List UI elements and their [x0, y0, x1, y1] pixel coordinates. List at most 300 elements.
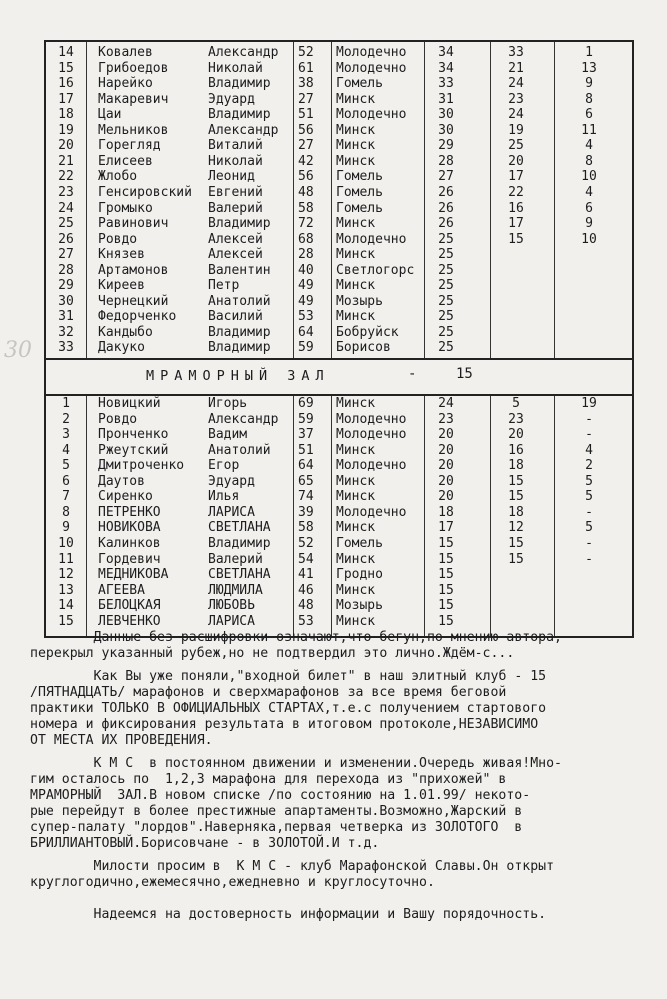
table-row: [46, 474, 632, 490]
table-row: [46, 598, 632, 614]
birth-year: 52: [298, 535, 314, 551]
birth-year: 58: [298, 520, 314, 536]
runner-surname: Артамонов: [98, 262, 169, 278]
marathon-remainder: -: [585, 551, 593, 567]
birth-year: 58: [298, 200, 314, 216]
row-number: 13: [58, 582, 74, 598]
runner-town: Минск: [336, 520, 376, 536]
runner-name: ЛЮДМИЛА: [208, 582, 263, 598]
marathon-count: 15: [438, 582, 454, 598]
marathon-count: 23: [438, 411, 454, 427]
runner-town: Молодечно: [336, 60, 407, 76]
row-number: 26: [58, 231, 74, 247]
birth-year: 42: [298, 153, 314, 169]
runner-name: Александр: [208, 45, 279, 60]
marathon-remainder: 5: [585, 489, 593, 505]
runner-surname: Жлобо: [98, 169, 138, 185]
table-row: [46, 567, 632, 583]
runner-name: Алексей: [208, 231, 263, 247]
marathon-count: 30: [438, 107, 454, 123]
table-row: [46, 154, 632, 170]
row-number: 33: [58, 340, 74, 356]
marathon-remainder: 10: [581, 231, 597, 247]
marathon-remainder: 10: [581, 169, 597, 185]
marathon-count: 15: [438, 551, 454, 567]
table-row: [46, 138, 632, 154]
birth-year: 27: [298, 138, 314, 154]
marathon-subtotal: 20: [508, 427, 524, 443]
table-row: [46, 123, 632, 139]
runner-town: Гомель: [336, 200, 383, 216]
runner-surname: Чернецкий: [98, 293, 169, 309]
birth-year: 59: [298, 411, 314, 427]
runner-surname: ЛЕВЧЕНКО: [98, 613, 161, 629]
row-number: 21: [58, 153, 74, 169]
marathon-subtotal: 23: [508, 91, 524, 107]
runner-surname: Дакуко: [98, 340, 145, 356]
margin-handwritten-mark: 30: [4, 338, 32, 363]
runner-name: Анатолий: [208, 293, 271, 309]
table-row: [46, 396, 632, 412]
runner-surname: Гордевич: [98, 551, 161, 567]
marathon-remainder: -: [585, 411, 593, 427]
runner-town: Гомель: [336, 535, 383, 551]
marathon-count: 25: [438, 278, 454, 294]
table-row: [46, 458, 632, 474]
birth-year: 56: [298, 169, 314, 185]
runner-name: СВЕТЛАНА: [208, 520, 271, 536]
runner-name: Александр: [208, 122, 279, 138]
marathon-subtotal: 15: [508, 473, 524, 489]
runner-town: Молодечно: [336, 107, 407, 123]
runner-surname: Грибоедов: [98, 60, 169, 76]
birth-year: 54: [298, 551, 314, 567]
runner-name: Николай: [208, 153, 263, 169]
runner-town: Минск: [336, 489, 376, 505]
row-number: 25: [58, 216, 74, 232]
runner-town: Мозырь: [336, 293, 383, 309]
notes-text: [30, 630, 645, 930]
runner-surname: Елисеев: [98, 153, 153, 169]
runner-name: Валерий: [208, 200, 263, 216]
table-row: [46, 247, 632, 263]
runner-town: Минск: [336, 153, 376, 169]
runner-surname: МЕДНИКОВА: [98, 567, 169, 583]
marathon-remainder: 5: [585, 520, 593, 536]
birth-year: 72: [298, 216, 314, 232]
section-title: МРАМОРНЫЙ ЗАЛ: [146, 368, 330, 384]
marathon-remainder: 9: [585, 76, 593, 92]
runner-surname: Равинович: [98, 216, 169, 232]
table-row: [46, 107, 632, 123]
marathon-subtotal: 17: [508, 216, 524, 232]
runner-name: Владимир: [208, 216, 271, 232]
table-row: [46, 201, 632, 217]
runner-town: Минск: [336, 247, 376, 263]
marathon-subtotal: 15: [508, 489, 524, 505]
birth-year: 48: [298, 598, 314, 614]
marathon-subtotal: 18: [508, 504, 524, 520]
table-row: [46, 583, 632, 599]
runner-name: Владимир: [208, 107, 271, 123]
section-dash: -: [408, 366, 417, 382]
birth-year: 46: [298, 582, 314, 598]
marathon-count: 15: [438, 613, 454, 629]
runner-name: ЛАРИСА: [208, 504, 255, 520]
marathon-count: 26: [438, 184, 454, 200]
runner-name: Вадим: [208, 427, 248, 443]
runner-name: Владимир: [208, 340, 271, 356]
row-number: 10: [58, 535, 74, 551]
runner-surname: Ровдо: [98, 231, 138, 247]
runner-surname: НОВИКОВА: [98, 520, 161, 536]
runner-surname: Мельников: [98, 122, 169, 138]
row-number: 19: [58, 122, 74, 138]
table-row: [46, 325, 632, 341]
birth-year: 52: [298, 45, 314, 60]
marathon-count: 25: [438, 247, 454, 263]
marathon-count: 25: [438, 231, 454, 247]
birth-year: 28: [298, 247, 314, 263]
birth-year: 49: [298, 293, 314, 309]
marathon-subtotal: 15: [508, 551, 524, 567]
runner-surname: Нарейко: [98, 76, 153, 92]
row-number: 15: [58, 60, 74, 76]
runner-name: Евгений: [208, 184, 263, 200]
birth-year: 59: [298, 340, 314, 356]
runner-town: Борисов: [336, 340, 391, 356]
row-number: 18: [58, 107, 74, 123]
marathon-subtotal: 16: [508, 442, 524, 458]
table-row: [46, 412, 632, 428]
runner-name: Василий: [208, 309, 263, 325]
marathon-count: 34: [438, 45, 454, 60]
runner-town: Минск: [336, 396, 376, 411]
runner-surname: Калинков: [98, 535, 161, 551]
birth-year: 56: [298, 122, 314, 138]
runner-surname: АГЕЕВА: [98, 582, 145, 598]
runner-name: Эдуард: [208, 473, 255, 489]
runner-town: Минск: [336, 91, 376, 107]
marathon-remainder: 11: [581, 122, 597, 138]
row-number: 1: [62, 396, 70, 411]
marathon-subtotal: 22: [508, 184, 524, 200]
marathon-count: 15: [438, 535, 454, 551]
marathon-count: 20: [438, 458, 454, 474]
birth-year: 53: [298, 613, 314, 629]
marathon-count: 33: [438, 76, 454, 92]
table-row: [46, 278, 632, 294]
runner-surname: Кандыбо: [98, 324, 153, 340]
runner-surname: Ровдо: [98, 411, 138, 427]
marathon-count: 34: [438, 60, 454, 76]
marathon-count: 26: [438, 216, 454, 232]
marathon-subtotal: 23: [508, 411, 524, 427]
row-number: 24: [58, 200, 74, 216]
birth-year: 40: [298, 262, 314, 278]
runner-name: Алексей: [208, 247, 263, 263]
marathon-remainder: 4: [585, 138, 593, 154]
row-number: 3: [62, 427, 70, 443]
row-number: 20: [58, 138, 74, 154]
runner-town: Минск: [336, 138, 376, 154]
marathon-count: 25: [438, 309, 454, 325]
row-number: 15: [58, 613, 74, 629]
birth-year: 37: [298, 427, 314, 443]
marathon-remainder: 19: [581, 396, 597, 411]
marathon-remainder: -: [585, 427, 593, 443]
marathon-count: 30: [438, 122, 454, 138]
section-count: 15: [456, 366, 473, 382]
table-row: [46, 169, 632, 185]
row-number: 6: [62, 473, 70, 489]
table-row: [46, 232, 632, 248]
marathon-count: 18: [438, 504, 454, 520]
row-number: 32: [58, 324, 74, 340]
birth-year: 41: [298, 567, 314, 583]
birth-year: 68: [298, 231, 314, 247]
row-number: 11: [58, 551, 74, 567]
runner-name: Владимир: [208, 76, 271, 92]
marathon-subtotal: 24: [508, 107, 524, 123]
marathon-subtotal: 33: [508, 45, 524, 60]
marathon-count: 15: [438, 598, 454, 614]
runner-name: ЛЮБОВЬ: [208, 598, 255, 614]
runner-town: Молодечно: [336, 45, 407, 60]
runner-town: Молодечно: [336, 411, 407, 427]
runner-town: Молодечно: [336, 427, 407, 443]
table-row: [46, 520, 632, 536]
results-table: [44, 40, 634, 638]
runner-name: Александр: [208, 411, 279, 427]
runner-name: Егор: [208, 458, 240, 474]
marathon-remainder: 4: [585, 184, 593, 200]
table-row: [46, 45, 632, 61]
runner-name: Валерий: [208, 551, 263, 567]
runner-town: Минск: [336, 551, 376, 567]
marathon-count: 26: [438, 200, 454, 216]
marathon-remainder: 4: [585, 442, 593, 458]
runner-surname: Горегляд: [98, 138, 161, 154]
marathon-count: 25: [438, 324, 454, 340]
row-number: 2: [62, 411, 70, 427]
marathon-remainder: 1: [585, 45, 593, 60]
runner-surname: Федорченко: [98, 309, 177, 325]
table-row: [46, 309, 632, 325]
runner-surname: Генсировский: [98, 184, 192, 200]
runner-surname: БЕЛОЦКАЯ: [98, 598, 161, 614]
runner-surname: Ковалев: [98, 45, 153, 60]
marathon-subtotal: 19: [508, 122, 524, 138]
note-paragraph: К М С в постоянном движении и изменении.Очередь живая!Мно- гим осталось по 1,2,3 марафона для перехода из "прихожей" в МРАМОРНЫЙ ЗАЛ.В новом списке /по состоянию на 1.01.99/ некото- рые перейдут в более престижные апартаменты.Возможно,Жарский в супер-палату "лордов".Наверняка,первая четверка из ЗОЛОТОГО в БРИЛЛИАНТОВЫЙ.Борисовчане - в ЗОЛОТОЙ.И т.д.: [30, 756, 562, 851]
birth-year: 51: [298, 107, 314, 123]
row-number: 12: [58, 567, 74, 583]
section-header-marble-hall: [46, 358, 632, 396]
runner-town: Минск: [336, 582, 376, 598]
marathon-remainder: 13: [581, 60, 597, 76]
table-row: [46, 427, 632, 443]
runner-surname: Цаи: [98, 107, 122, 123]
birth-year: 49: [298, 278, 314, 294]
row-number: 22: [58, 169, 74, 185]
birth-year: 27: [298, 91, 314, 107]
row-number: 28: [58, 262, 74, 278]
marathon-subtotal: 18: [508, 458, 524, 474]
note-paragraph: Надеемся на достоверность информации и Вашу порядочность.: [30, 907, 547, 922]
birth-year: 61: [298, 60, 314, 76]
runner-town: Мозырь: [336, 598, 383, 614]
runner-surname: Пронченко: [98, 427, 169, 443]
marathon-count: 20: [438, 442, 454, 458]
marathon-remainder: 6: [585, 107, 593, 123]
runner-surname: Макаревич: [98, 91, 169, 107]
runner-town: Минск: [336, 309, 376, 325]
table-row: [46, 552, 632, 568]
birth-year: 51: [298, 442, 314, 458]
table-row: [46, 489, 632, 505]
row-number: 14: [58, 45, 74, 60]
table-row: [46, 340, 632, 356]
runner-town: Минск: [336, 278, 376, 294]
marathon-remainder: 6: [585, 200, 593, 216]
runner-name: СВЕТЛАНА: [208, 567, 271, 583]
runner-town: Минск: [336, 442, 376, 458]
birth-year: 64: [298, 458, 314, 474]
runner-surname: Князев: [98, 247, 145, 263]
marathon-subtotal: 15: [508, 231, 524, 247]
marathon-subtotal: 24: [508, 76, 524, 92]
marathon-count: 31: [438, 91, 454, 107]
marathon-subtotal: 17: [508, 169, 524, 185]
table-row: [46, 443, 632, 459]
marathon-count: 24: [438, 396, 454, 411]
runner-surname: Киреев: [98, 278, 145, 294]
runner-name: Игорь: [208, 396, 248, 411]
runner-name: Эдуард: [208, 91, 255, 107]
row-number: 17: [58, 91, 74, 107]
row-number: 5: [62, 458, 70, 474]
birth-year: 48: [298, 184, 314, 200]
marathon-count: 27: [438, 169, 454, 185]
marathon-subtotal: 15: [508, 535, 524, 551]
row-number: 30: [58, 293, 74, 309]
row-number: 9: [62, 520, 70, 536]
birth-year: 38: [298, 76, 314, 92]
marathon-remainder: 5: [585, 473, 593, 489]
runner-surname: Громыко: [98, 200, 153, 216]
runner-name: Владимир: [208, 535, 271, 551]
runner-surname: Дмитроченко: [98, 458, 185, 474]
table-row: [46, 185, 632, 201]
runner-town: Гомель: [336, 76, 383, 92]
runner-town: Гомель: [336, 184, 383, 200]
runner-name: Илья: [208, 489, 240, 505]
table-row: [46, 216, 632, 232]
note-paragraph: Данные без расшифровки означают,что бегун,по мнению автора, перекрыл указанный рубеж,но не подтвердил это лично.Ждём-с...: [30, 630, 562, 661]
runner-name: ЛАРИСА: [208, 613, 255, 629]
runner-name: Виталий: [208, 138, 263, 154]
table-row: [46, 614, 632, 630]
row-number: 23: [58, 184, 74, 200]
table-row: [46, 294, 632, 310]
runner-name: Леонид: [208, 169, 255, 185]
runner-surname: Новицкий: [98, 396, 161, 411]
runner-town: Минск: [336, 613, 376, 629]
marathon-subtotal: 5: [512, 396, 520, 411]
marathon-count: 25: [438, 340, 454, 356]
row-number: 27: [58, 247, 74, 263]
birth-year: 64: [298, 324, 314, 340]
marathon-remainder: -: [585, 504, 593, 520]
runner-town: Гомель: [336, 169, 383, 185]
table-row: [46, 92, 632, 108]
marathon-remainder: -: [585, 535, 593, 551]
marathon-subtotal: 20: [508, 153, 524, 169]
runner-town: Молодечно: [336, 458, 407, 474]
runner-surname: ПЕТРЕНКО: [98, 504, 161, 520]
runner-name: Николай: [208, 60, 263, 76]
marathon-count: 20: [438, 473, 454, 489]
runner-town: Светлогорс: [336, 262, 415, 278]
row-number: 16: [58, 76, 74, 92]
note-paragraph: Милости просим в К М С - клуб Марафонской Славы.Он открыт круглогодично,ежемесячно,ежедневно и круглосуточно.: [30, 859, 555, 890]
marathon-remainder: 9: [585, 216, 593, 232]
marathon-count: 15: [438, 567, 454, 583]
marathon-subtotal: 16: [508, 200, 524, 216]
birth-year: 39: [298, 504, 314, 520]
table-row: [46, 505, 632, 521]
row-number: 31: [58, 309, 74, 325]
marathon-subtotal: 12: [508, 520, 524, 536]
runner-town: Гродно: [336, 567, 383, 583]
marathon-count: 29: [438, 138, 454, 154]
row-number: 8: [62, 504, 70, 520]
runner-surname: Даутов: [98, 473, 145, 489]
row-number: 4: [62, 442, 70, 458]
row-number: 14: [58, 598, 74, 614]
runner-surname: Сиренко: [98, 489, 153, 505]
table-row: [46, 536, 632, 552]
table-row: [46, 61, 632, 77]
table-row: [46, 263, 632, 279]
runner-town: Бобруйск: [336, 324, 399, 340]
marathon-subtotal: 21: [508, 60, 524, 76]
marathon-count: 25: [438, 293, 454, 309]
birth-year: 53: [298, 309, 314, 325]
marathon-subtotal: 25: [508, 138, 524, 154]
runner-surname: Ржеутский: [98, 442, 169, 458]
marathon-remainder: 2: [585, 458, 593, 474]
runner-town: Молодечно: [336, 504, 407, 520]
birth-year: 74: [298, 489, 314, 505]
row-number: 29: [58, 278, 74, 294]
note-paragraph: Как Вы уже поняли,"входной билет" в наш элитный клуб - 15 /ПЯТНАДЦАТЬ/ марафонов и сверхмарафонов за все время беговой практики ТОЛЬКО В ОФИЦИАЛЬНЫХ СТАРТАХ,т.е.с получением стартового номера и фиксирования результата в итоговом протоколе,НЕЗАВИСИМО ОТ МЕСТА ИХ ПРОВЕДЕНИЯ.: [30, 669, 547, 748]
marathon-count: 20: [438, 489, 454, 505]
marathon-count: 28: [438, 153, 454, 169]
runner-name: Владимир: [208, 324, 271, 340]
table-row: [46, 76, 632, 92]
runner-town: Минск: [336, 216, 376, 232]
marathon-count: 17: [438, 520, 454, 536]
runner-name: Валентин: [208, 262, 271, 278]
birth-year: 69: [298, 396, 314, 411]
runner-town: Минск: [336, 473, 376, 489]
runner-name: Анатолий: [208, 442, 271, 458]
row-number: 7: [62, 489, 70, 505]
marathon-remainder: 8: [585, 91, 593, 107]
marathon-count: 20: [438, 427, 454, 443]
marathon-remainder: 8: [585, 153, 593, 169]
